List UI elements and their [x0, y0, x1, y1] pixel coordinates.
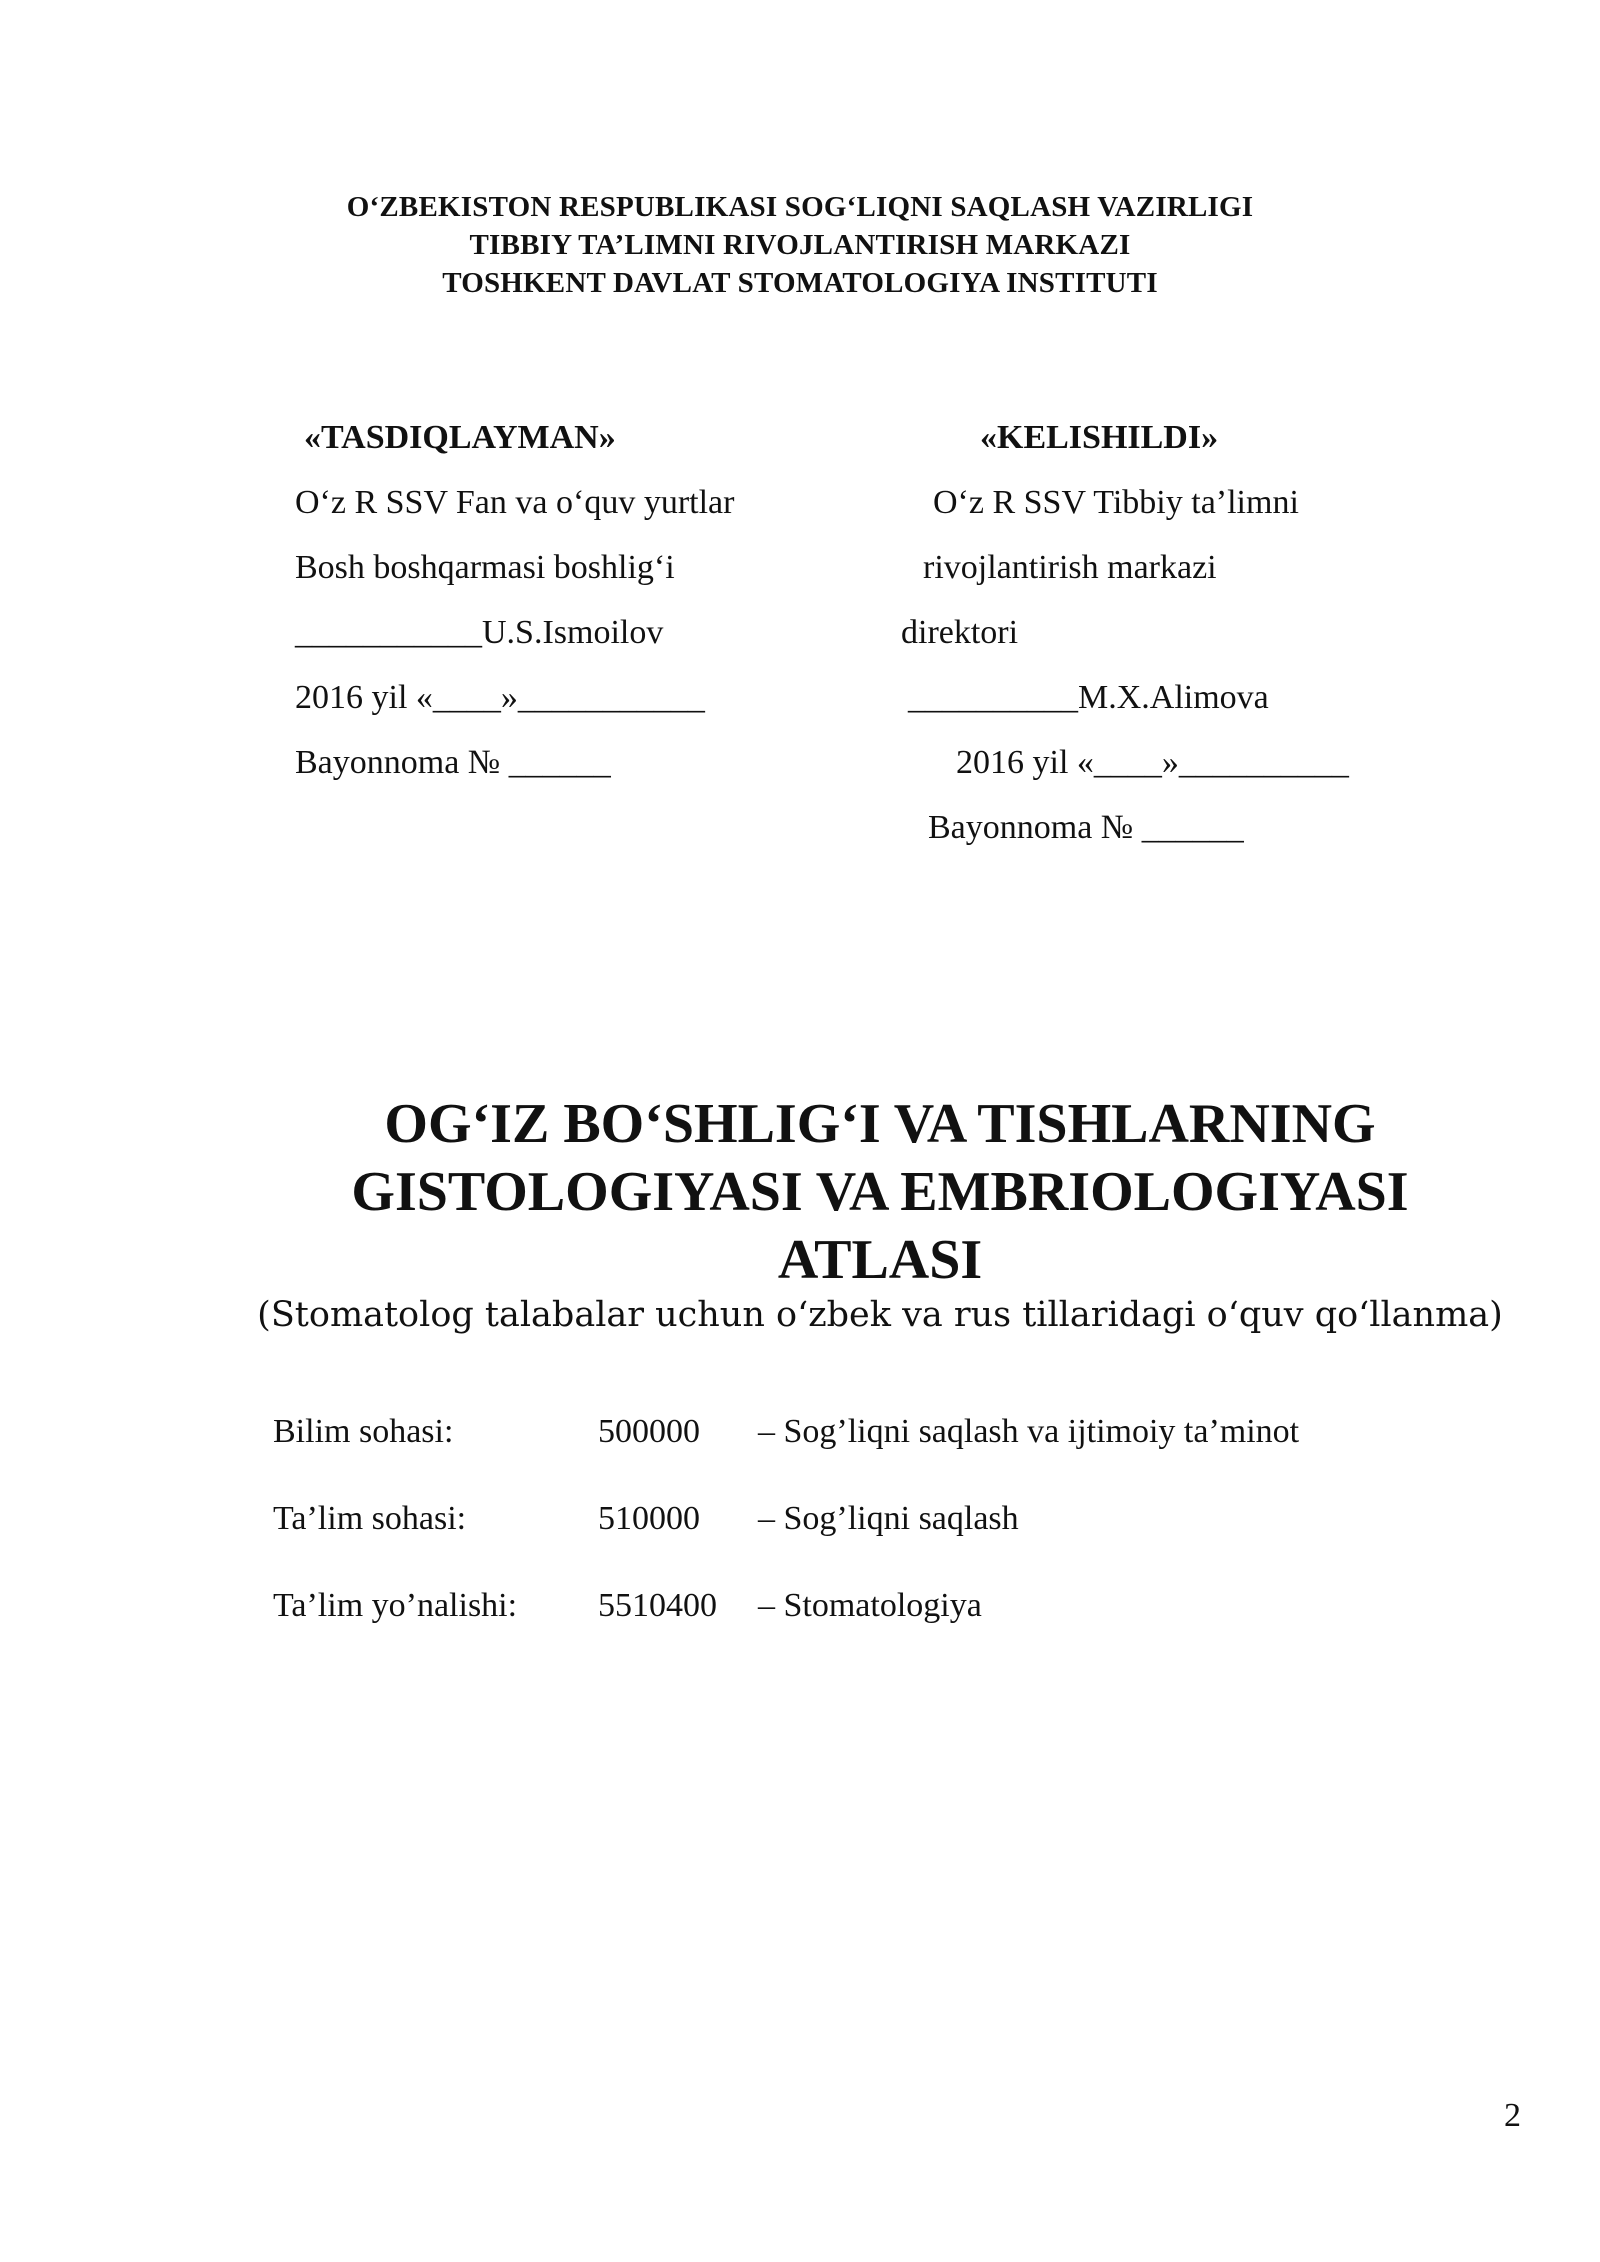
approval-signature: ___________U.S.Ismoilov: [295, 614, 664, 651]
info-code: 5510400: [598, 1587, 717, 1624]
document-subtitle: (Stomatolog talabalar uchun o‘zbek va rus tillaridagi o‘quv qo‘llanma): [257, 1295, 1503, 1335]
info-code: 500000: [598, 1413, 700, 1450]
agreement-line: direktori: [901, 614, 1019, 651]
document-title: [0, 1090, 1600, 1294]
header-center: TIBBIY TA’LIMNI RIVOJLANTIRISH MARKAZI: [469, 229, 1131, 261]
approval-block: [295, 405, 734, 795]
header-ministry: O‘ZBEKISTON RESPUBLIKASI SOG‘LIQNI SAQLASH VAZIRLIGI: [346, 191, 1254, 223]
info-label: Ta’lim sohasi:: [273, 1500, 467, 1537]
info-description: – Sog’liqni saqlash va ijtimoiy ta’minot: [758, 1413, 1300, 1450]
approval-protocol: Bayonnoma № ______: [295, 744, 611, 781]
title-line: OG‘IZ BO‘SHLIG‘I VA TISHLARNING: [384, 1093, 1376, 1155]
agreement-title: «KELISHILDI»: [980, 419, 1219, 456]
approval-line: Bosh boshqarmasi boshlig‘i: [295, 549, 675, 586]
info-description: – Sog’liqni saqlash: [758, 1500, 1019, 1537]
info-description: – Stomatologiya: [758, 1587, 982, 1624]
agreement-protocol: Bayonnoma № ______: [928, 809, 1244, 846]
approval-title: «TASDIQLAYMAN»: [304, 419, 616, 456]
agreement-block: [890, 405, 1349, 860]
title-line: ATLASI: [777, 1229, 983, 1291]
ministry-header: [0, 188, 1600, 302]
agreement-line: O‘z R SSV Tibbiy ta’limni: [933, 484, 1299, 521]
info-label: Ta’lim yo’nalishi:: [273, 1587, 518, 1624]
info-code: 510000: [598, 1500, 700, 1537]
approval-line: O‘z R SSV Fan va o‘quv yurtlar: [295, 484, 735, 521]
header-institute: TOSHKENT DAVLAT STOMATOLOGIYA INSTITUTI: [442, 267, 1158, 299]
agreement-date: 2016 yil «____»__________: [956, 744, 1349, 781]
agreement-line: rivojlantirish markazi: [923, 549, 1217, 586]
agreement-signature: __________M.X.Alimova: [908, 679, 1269, 716]
info-label: Bilim sohasi:: [273, 1413, 454, 1450]
title-line: GISTOLOGIYASI VA EMBRIOLOGIYASI: [351, 1161, 1409, 1223]
page-number: 2: [1504, 2097, 1521, 2134]
approval-date: 2016 yil «____»___________: [295, 679, 705, 716]
